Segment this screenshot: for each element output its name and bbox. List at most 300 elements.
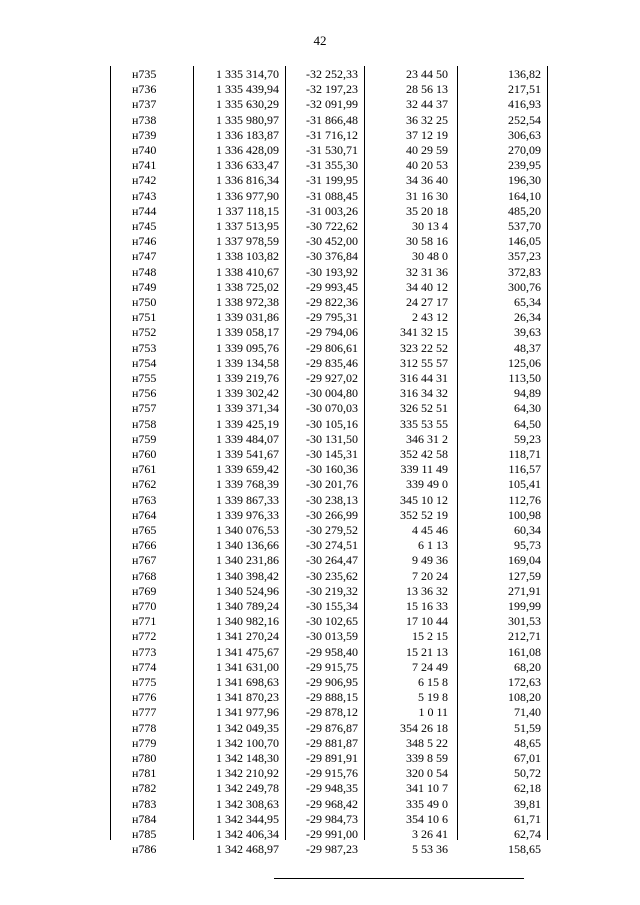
point-name: н772 [132, 629, 157, 644]
distance: 127,59 [508, 568, 541, 583]
distance: 199,99 [508, 599, 541, 613]
table-row [110, 204, 550, 219]
point-name: н783 [132, 796, 157, 811]
table-row [110, 736, 550, 751]
point-name: н739 [132, 127, 157, 142]
y-coordinate: -32 252,33 [306, 67, 358, 81]
x-coordinate: 1 335 314,70 [216, 67, 279, 81]
direction-angle: 7 20 24 [412, 568, 448, 583]
direction-angle: 341 32 15 [400, 325, 448, 340]
direction-angle: 30 58 16 [406, 234, 448, 249]
distance: 300,76 [508, 279, 541, 294]
distance: 116,57 [508, 462, 541, 477]
point-name: н767 [132, 553, 157, 568]
point-name: н775 [132, 675, 157, 689]
table-row [110, 827, 550, 842]
direction-angle: 339 8 59 [406, 751, 448, 765]
direction-angle: 354 26 18 [400, 720, 448, 735]
x-coordinate: 1 341 977,96 [216, 705, 279, 720]
table-row [110, 645, 550, 660]
table-row [110, 417, 550, 432]
y-coordinate: -29 878,12 [306, 705, 358, 720]
table-row [110, 797, 550, 812]
x-coordinate: 1 340 982,16 [216, 614, 279, 629]
distance: 51,59 [514, 720, 541, 735]
direction-angle: 24 27 17 [406, 295, 448, 309]
distance: 217,51 [508, 82, 541, 97]
point-name: н782 [132, 781, 157, 796]
x-coordinate: 1 342 308,63 [216, 796, 279, 811]
distance: 146,05 [508, 234, 541, 249]
y-coordinate: -30 070,03 [306, 401, 358, 416]
table-row [110, 265, 550, 280]
direction-angle: 7 24 49 [412, 659, 448, 674]
x-coordinate: 1 339 541,67 [216, 447, 279, 461]
distance: 172,63 [508, 675, 541, 689]
x-coordinate: 1 340 076,53 [216, 523, 279, 537]
distance: 108,20 [508, 690, 541, 705]
table-row [110, 249, 550, 264]
y-coordinate: -29 876,87 [306, 720, 358, 735]
y-coordinate: -29 794,06 [306, 325, 358, 340]
x-coordinate: 1 339 058,17 [216, 325, 279, 340]
y-coordinate: -29 881,87 [306, 735, 358, 750]
y-coordinate: -30 160,36 [306, 462, 358, 477]
table-row [110, 584, 550, 599]
point-name: н740 [132, 143, 157, 157]
y-coordinate: -30 235,62 [306, 568, 358, 583]
direction-angle: 2 43 12 [412, 310, 448, 325]
point-name: н746 [132, 234, 157, 249]
point-name: н761 [132, 462, 157, 477]
table-row [110, 675, 550, 690]
table-row [110, 614, 550, 629]
direction-angle: 339 11 49 [400, 462, 448, 477]
distance: 68,20 [514, 659, 541, 674]
distance: 164,10 [508, 188, 541, 203]
point-name: н764 [132, 507, 157, 522]
y-coordinate: -30 238,13 [306, 492, 358, 507]
x-coordinate: 1 340 789,24 [216, 599, 279, 613]
distance: 61,71 [514, 811, 541, 826]
direction-angle: 9 49 36 [412, 553, 448, 568]
direction-angle: 17 10 44 [406, 614, 448, 629]
distance: 537,70 [508, 219, 541, 233]
point-name: н773 [132, 644, 157, 659]
point-name: н765 [132, 523, 157, 537]
distance: 485,20 [508, 203, 541, 218]
point-name: н750 [132, 295, 157, 309]
table-row [110, 569, 550, 584]
distance: 239,95 [508, 158, 541, 173]
x-coordinate: 1 340 524,96 [216, 583, 279, 598]
x-coordinate: 1 338 972,38 [216, 295, 279, 309]
table-row [110, 67, 550, 82]
direction-angle: 335 49 0 [406, 796, 448, 811]
x-coordinate: 1 339 031,86 [216, 310, 279, 325]
direction-angle: 339 49 0 [406, 477, 448, 492]
point-name: н748 [132, 264, 157, 279]
point-name: н758 [132, 416, 157, 431]
table-row [110, 341, 550, 356]
x-coordinate: 1 342 210,92 [216, 766, 279, 781]
point-name: н737 [132, 97, 157, 112]
direction-angle: 31 16 30 [406, 188, 448, 203]
y-coordinate: -30 131,50 [306, 431, 358, 446]
distance: 50,72 [514, 766, 541, 781]
point-name: н756 [132, 386, 157, 401]
distance: 26,34 [514, 310, 541, 325]
distance: 95,73 [514, 538, 541, 553]
y-coordinate: -30 452,00 [306, 234, 358, 249]
y-coordinate: -32 091,99 [306, 97, 358, 112]
x-coordinate: 1 339 659,42 [216, 462, 279, 477]
x-coordinate: 1 341 631,00 [216, 659, 279, 674]
table-row [110, 432, 550, 447]
distance: 65,34 [514, 295, 541, 309]
y-coordinate: -30 219,32 [306, 583, 358, 598]
table-row [110, 553, 550, 568]
distance: 169,04 [508, 553, 541, 568]
point-name: н774 [132, 659, 157, 674]
x-coordinate: 1 342 100,70 [216, 735, 279, 750]
point-name: н768 [132, 568, 157, 583]
point-name: н766 [132, 538, 157, 553]
table-row [110, 143, 550, 158]
y-coordinate: -30 201,76 [306, 477, 358, 492]
table-row [110, 128, 550, 143]
x-coordinate: 1 341 698,63 [216, 675, 279, 689]
x-coordinate: 1 339 219,76 [216, 371, 279, 385]
direction-angle: 352 52 19 [400, 507, 448, 522]
y-coordinate: -30 266,99 [306, 507, 358, 522]
y-coordinate: -29 948,35 [306, 781, 358, 796]
x-coordinate: 1 337 118,15 [216, 203, 279, 218]
distance: 62,74 [514, 827, 541, 841]
table-row [110, 97, 550, 112]
direction-angle: 323 22 52 [400, 340, 448, 355]
y-coordinate: -30 145,31 [306, 447, 358, 461]
distance: 357,23 [508, 249, 541, 264]
distance: 416,93 [508, 97, 541, 112]
x-coordinate: 1 336 977,90 [216, 188, 279, 203]
direction-angle: 345 10 12 [400, 492, 448, 507]
point-name: н747 [132, 249, 157, 264]
x-coordinate: 1 337 513,95 [216, 219, 279, 233]
page-number: 42 [313, 33, 327, 48]
table-row [110, 280, 550, 295]
y-coordinate: -29 927,02 [306, 371, 358, 385]
table-row [110, 234, 550, 249]
distance: 105,41 [508, 477, 541, 492]
x-coordinate: 1 339 095,76 [216, 340, 279, 355]
point-name: н744 [132, 203, 157, 218]
point-name: н781 [132, 766, 157, 781]
x-coordinate: 1 339 134,58 [216, 355, 279, 370]
table-row [110, 356, 550, 371]
distance: 62,18 [514, 781, 541, 796]
table-row [110, 189, 550, 204]
coordinates-table [110, 66, 550, 857]
table-row [110, 690, 550, 705]
x-coordinate: 1 341 475,67 [216, 644, 279, 659]
direction-angle: 320 0 54 [406, 766, 448, 781]
y-coordinate: -29 835,46 [306, 355, 358, 370]
direction-angle: 326 52 51 [400, 401, 448, 416]
x-coordinate: 1 338 103,82 [216, 249, 279, 264]
direction-angle: 23 44 50 [406, 67, 448, 81]
direction-angle: 37 12 19 [406, 127, 448, 142]
direction-angle: 6 15 8 [418, 675, 448, 689]
distance: 113,50 [508, 371, 541, 385]
direction-angle: 352 42 58 [400, 447, 448, 461]
direction-angle: 3 26 41 [412, 827, 448, 841]
direction-angle: 346 31 2 [406, 431, 448, 446]
bottom-rule [274, 878, 524, 879]
table-row [110, 477, 550, 492]
x-coordinate: 1 337 978,59 [216, 234, 279, 249]
point-name: н776 [132, 690, 157, 705]
direction-angle: 32 44 37 [406, 97, 448, 112]
direction-angle: 354 10 6 [406, 811, 448, 826]
point-name: н784 [132, 811, 157, 826]
table-row [110, 599, 550, 614]
y-coordinate: -29 915,76 [306, 766, 358, 781]
y-coordinate: -30 722,62 [306, 219, 358, 233]
direction-angle: 5 53 36 [412, 842, 448, 857]
direction-angle: 4 45 46 [412, 523, 448, 537]
table-row [110, 325, 550, 340]
x-coordinate: 1 339 425,19 [216, 416, 279, 431]
y-coordinate: -31 088,45 [306, 188, 358, 203]
y-coordinate: -29 991,00 [306, 827, 358, 841]
point-name: н769 [132, 583, 157, 598]
direction-angle: 30 13 4 [412, 219, 448, 233]
direction-angle: 30 48 0 [412, 249, 448, 264]
table-row [110, 660, 550, 675]
x-coordinate: 1 339 371,34 [216, 401, 279, 416]
x-coordinate: 1 336 428,09 [216, 143, 279, 157]
x-coordinate: 1 336 633,47 [216, 158, 279, 173]
table-row [110, 462, 550, 477]
point-name: н741 [132, 158, 157, 173]
point-name: н785 [132, 827, 157, 841]
x-coordinate: 1 339 768,39 [216, 477, 279, 492]
y-coordinate: -29 958,40 [306, 644, 358, 659]
x-coordinate: 1 340 231,86 [216, 553, 279, 568]
table-row [110, 310, 550, 325]
point-name: н753 [132, 340, 157, 355]
distance: 212,71 [508, 629, 541, 644]
direction-angle: 335 53 55 [400, 416, 448, 431]
y-coordinate: -30 279,52 [306, 523, 358, 537]
distance: 39,63 [514, 325, 541, 340]
x-coordinate: 1 338 410,67 [216, 264, 279, 279]
x-coordinate: 1 339 302,42 [216, 386, 279, 401]
y-coordinate: -30 004,80 [306, 386, 358, 401]
y-coordinate: -31 199,95 [306, 173, 358, 188]
x-coordinate: 1 342 249,78 [216, 781, 279, 796]
distance: 161,08 [508, 644, 541, 659]
y-coordinate: -31 716,12 [306, 127, 358, 142]
point-name: н736 [132, 82, 157, 97]
distance: 64,30 [514, 401, 541, 416]
point-name: н763 [132, 492, 157, 507]
y-coordinate: -29 993,45 [306, 279, 358, 294]
table-row [110, 158, 550, 173]
point-name: н755 [132, 371, 157, 385]
distance: 48,65 [514, 735, 541, 750]
table-row [110, 386, 550, 401]
y-coordinate: -29 806,61 [306, 340, 358, 355]
distance: 196,30 [508, 173, 541, 188]
point-name: н742 [132, 173, 157, 188]
x-coordinate: 1 339 976,33 [216, 507, 279, 522]
direction-angle: 28 56 13 [406, 82, 448, 97]
direction-angle: 36 32 25 [406, 112, 448, 127]
direction-angle: 6 1 13 [418, 538, 448, 553]
x-coordinate: 1 336 183,87 [216, 127, 279, 142]
x-coordinate: 1 339 484,07 [216, 431, 279, 446]
y-coordinate: -29 822,36 [306, 295, 358, 309]
point-name: н749 [132, 279, 157, 294]
point-name: н754 [132, 355, 157, 370]
x-coordinate: 1 342 344,95 [216, 811, 279, 826]
y-coordinate: -29 968,42 [306, 796, 358, 811]
x-coordinate: 1 341 270,24 [216, 629, 279, 644]
distance: 252,54 [508, 112, 541, 127]
distance: 100,98 [508, 507, 541, 522]
direction-angle: 35 20 18 [406, 203, 448, 218]
direction-angle: 15 16 33 [406, 599, 448, 613]
direction-angle: 13 36 32 [406, 583, 448, 598]
distance: 271,91 [508, 583, 541, 598]
table-row [110, 219, 550, 234]
x-coordinate: 1 340 398,42 [216, 568, 279, 583]
x-coordinate: 1 338 725,02 [216, 279, 279, 294]
distance: 372,83 [508, 264, 541, 279]
table-row [110, 781, 550, 796]
x-coordinate: 1 336 816,34 [216, 173, 279, 188]
y-coordinate: -31 866,48 [306, 112, 358, 127]
y-coordinate: -29 915,75 [306, 659, 358, 674]
y-coordinate: -30 274,51 [306, 538, 358, 553]
point-name: н751 [132, 310, 157, 325]
y-coordinate: -29 888,15 [306, 690, 358, 705]
table-row [110, 295, 550, 310]
direction-angle: 40 29 59 [406, 143, 448, 157]
x-coordinate: 1 342 148,30 [216, 751, 279, 765]
y-coordinate: -29 906,95 [306, 675, 358, 689]
table-row [110, 538, 550, 553]
y-coordinate: -30 102,65 [306, 614, 358, 629]
point-name: н743 [132, 188, 157, 203]
x-coordinate: 1 335 980,97 [216, 112, 279, 127]
table-row [110, 82, 550, 97]
distance: 306,63 [508, 127, 541, 142]
x-coordinate: 1 342 406,34 [216, 827, 279, 841]
point-name: н777 [132, 705, 157, 720]
direction-angle: 316 34 32 [400, 386, 448, 401]
point-name: н762 [132, 477, 157, 492]
point-name: н752 [132, 325, 157, 340]
table-row [110, 751, 550, 766]
direction-angle: 32 31 36 [406, 264, 448, 279]
y-coordinate: -30 105,16 [306, 416, 358, 431]
distance: 64,50 [514, 416, 541, 431]
direction-angle: 34 40 12 [406, 279, 448, 294]
table-row [110, 629, 550, 644]
point-name: н759 [132, 431, 157, 446]
table-row [110, 842, 550, 857]
y-coordinate: -30 264,47 [306, 553, 358, 568]
direction-angle: 40 20 53 [406, 158, 448, 173]
table-row [110, 508, 550, 523]
table-row [110, 705, 550, 720]
point-name: н757 [132, 401, 157, 416]
direction-angle: 316 44 31 [400, 371, 448, 385]
x-coordinate: 1 335 630,29 [216, 97, 279, 112]
point-name: н771 [132, 614, 157, 629]
x-coordinate: 1 342 468,97 [216, 842, 279, 857]
direction-angle: 34 36 40 [406, 173, 448, 188]
distance: 270,09 [508, 143, 541, 157]
table-row [110, 401, 550, 416]
distance: 60,34 [514, 523, 541, 537]
point-name: н786 [132, 842, 157, 857]
y-coordinate: -29 891,91 [306, 751, 358, 765]
table-row [110, 113, 550, 128]
table-row [110, 766, 550, 781]
direction-angle: 5 19 8 [418, 690, 448, 705]
point-name: н779 [132, 735, 157, 750]
table-row [110, 493, 550, 508]
x-coordinate: 1 340 136,66 [216, 538, 279, 553]
direction-angle: 15 21 13 [406, 644, 448, 659]
y-coordinate: -30 193,92 [306, 264, 358, 279]
table-row [110, 447, 550, 462]
table-row [110, 523, 550, 538]
y-coordinate: -30 376,84 [306, 249, 358, 264]
distance: 158,65 [508, 842, 541, 857]
x-coordinate: 1 339 867,33 [216, 492, 279, 507]
x-coordinate: 1 335 439,94 [216, 82, 279, 97]
point-name: н760 [132, 447, 157, 461]
table-row [110, 721, 550, 736]
distance: 39,81 [514, 796, 541, 811]
x-coordinate: 1 342 049,35 [216, 720, 279, 735]
distance: 125,06 [508, 355, 541, 370]
x-coordinate: 1 341 870,23 [216, 690, 279, 705]
distance: 136,82 [508, 67, 541, 81]
direction-angle: 312 55 57 [400, 355, 448, 370]
distance: 118,71 [508, 447, 541, 461]
y-coordinate: -31 355,30 [306, 158, 358, 173]
table-row [110, 371, 550, 386]
point-name: н745 [132, 219, 157, 233]
y-coordinate: -30 155,34 [306, 599, 358, 613]
table-row [110, 812, 550, 827]
distance: 48,37 [514, 340, 541, 355]
distance: 94,89 [514, 386, 541, 401]
point-name: н778 [132, 720, 157, 735]
y-coordinate: -32 197,23 [306, 82, 358, 97]
y-coordinate: -30 013,59 [306, 629, 358, 644]
y-coordinate: -29 984,73 [306, 811, 358, 826]
y-coordinate: -31 530,71 [306, 143, 358, 157]
distance: 301,53 [508, 614, 541, 629]
direction-angle: 15 2 15 [412, 629, 448, 644]
